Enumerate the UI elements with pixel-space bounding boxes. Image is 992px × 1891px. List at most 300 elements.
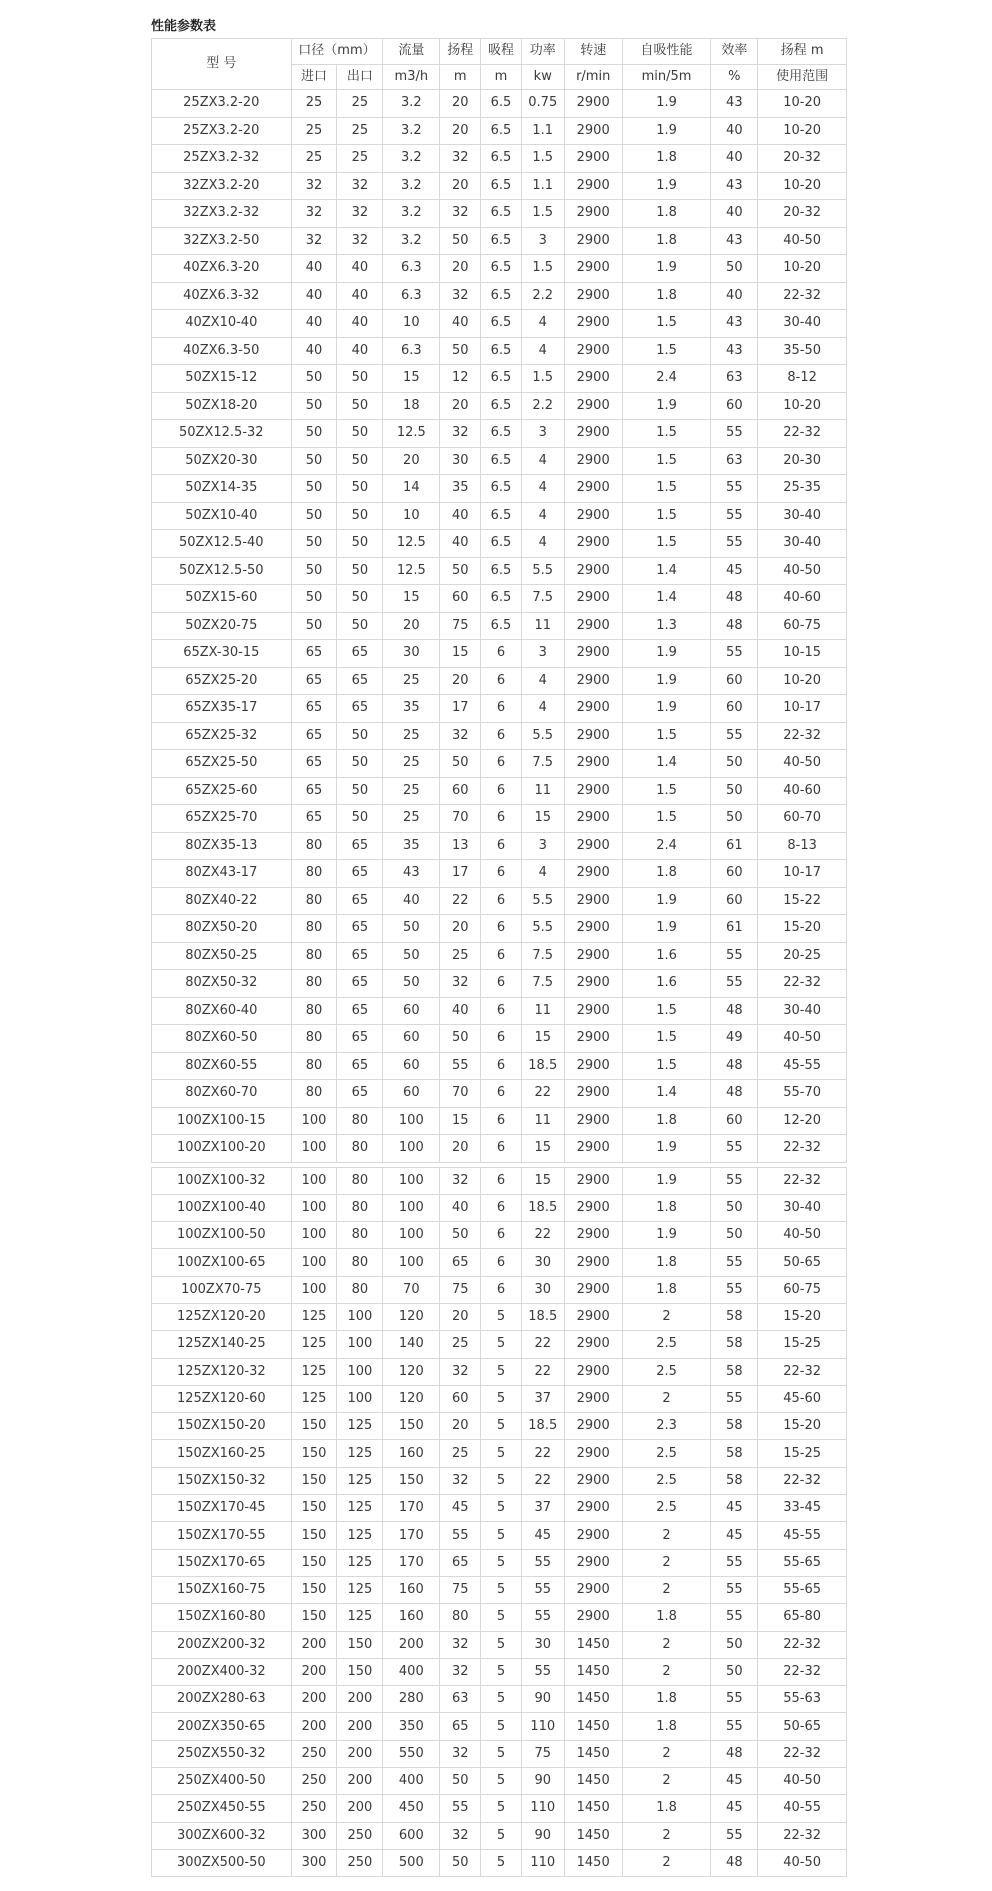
cell-head-range: 22-32 [758,282,847,310]
cell-efficiency: 61 [711,915,758,943]
cell-efficiency: 50 [711,1222,758,1249]
header-diameter: 口径（mm） [291,39,383,65]
cell-head-range: 20-30 [758,447,847,475]
cell-suction: 5 [481,1604,522,1631]
cell-self-priming: 1.8 [622,1194,711,1221]
cell-efficiency: 50 [711,255,758,283]
cell-head: 80 [440,1604,481,1631]
cell-suction: 6 [481,1025,522,1053]
cell-speed: 2900 [564,942,622,970]
cell-power: 15 [521,805,564,833]
cell-head: 75 [440,1576,481,1603]
cell-speed: 2900 [564,392,622,420]
cell-power: 4 [521,667,564,695]
table-row [152,1331,847,1358]
cell-power: 4 [521,310,564,338]
cell-self-priming: 1.9 [622,695,711,723]
cell-model: 250ZX550-32 [152,1740,292,1767]
cell-flow: 15 [383,585,440,613]
cell-head: 60 [440,777,481,805]
cell-suction: 6 [481,970,522,998]
cell-self-priming: 1.3 [622,612,711,640]
cell-head: 55 [440,1052,481,1080]
cell-power: 37 [521,1385,564,1412]
cell-suction: 6.5 [481,227,522,255]
cell-head: 50 [440,750,481,778]
cell-inlet: 150 [291,1604,337,1631]
page-title: 性能参数表 [151,19,217,34]
cell-head: 13 [440,832,481,860]
table-row [152,1276,847,1303]
cell-suction: 6.5 [481,475,522,503]
cell-inlet: 32 [291,172,337,200]
cell-outlet: 250 [337,1849,383,1876]
header-speed: 转速 [564,39,622,65]
cell-inlet: 150 [291,1467,337,1494]
cell-model: 50ZX20-75 [152,612,292,640]
cell-speed: 2900 [564,640,622,668]
cell-inlet: 65 [291,805,337,833]
cell-head: 40 [440,310,481,338]
cell-power: 90 [521,1686,564,1713]
cell-outlet: 100 [337,1303,383,1330]
cell-self-priming: 2 [622,1549,711,1576]
cell-self-priming: 2 [622,1385,711,1412]
cell-head-range: 40-50 [758,1222,847,1249]
cell-model: 65ZX25-70 [152,805,292,833]
table-row [152,557,847,585]
cell-flow: 18 [383,392,440,420]
cell-model: 40ZX10-40 [152,310,292,338]
cell-outlet: 65 [337,667,383,695]
cell-model: 80ZX50-25 [152,942,292,970]
table-row [152,832,847,860]
cell-model: 200ZX350-65 [152,1713,292,1740]
cell-outlet: 40 [337,337,383,365]
cell-power: 11 [521,997,564,1025]
cell-head: 70 [440,1080,481,1108]
cell-self-priming: 1.8 [622,1686,711,1713]
cell-power: 3 [521,420,564,448]
cell-efficiency: 50 [711,1658,758,1685]
cell-speed: 2900 [564,1167,622,1194]
cell-power: 5.5 [521,887,564,915]
table-row [152,1658,847,1685]
cell-model: 200ZX400-32 [152,1658,292,1685]
cell-inlet: 80 [291,1025,337,1053]
cell-efficiency: 58 [711,1331,758,1358]
cell-power: 5.5 [521,722,564,750]
table-row [152,860,847,888]
cell-flow: 150 [383,1467,440,1494]
cell-self-priming: 1.8 [622,1249,711,1276]
cell-suction: 5 [481,1467,522,1494]
cell-power: 110 [521,1713,564,1740]
cell-suction: 6 [481,640,522,668]
cell-power: 4 [521,695,564,723]
table-row [152,1686,847,1713]
cell-power: 18.5 [521,1303,564,1330]
cell-suction: 5 [481,1740,522,1767]
cell-self-priming: 2 [622,1768,711,1795]
cell-self-priming: 1.5 [622,1025,711,1053]
cell-head-range: 10-17 [758,695,847,723]
cell-head: 20 [440,117,481,145]
cell-inlet: 40 [291,337,337,365]
cell-flow: 350 [383,1713,440,1740]
cell-outlet: 65 [337,695,383,723]
cell-head-range: 35-50 [758,337,847,365]
cell-speed: 1450 [564,1849,622,1876]
cell-head: 20 [440,172,481,200]
cell-suction: 5 [481,1358,522,1385]
table-row [152,1576,847,1603]
cell-inlet: 150 [291,1495,337,1522]
cell-efficiency: 50 [711,777,758,805]
cell-head: 63 [440,1686,481,1713]
cell-speed: 2900 [564,805,622,833]
cell-head: 60 [440,1385,481,1412]
cell-head: 65 [440,1549,481,1576]
table-row [152,1080,847,1108]
cell-self-priming: 2.4 [622,832,711,860]
table-row [152,1303,847,1330]
cell-suction: 5 [481,1495,522,1522]
cell-flow: 50 [383,915,440,943]
cell-head-range: 22-32 [758,1631,847,1658]
cell-self-priming: 1.9 [622,172,711,200]
cell-head-range: 55-65 [758,1549,847,1576]
cell-flow: 120 [383,1358,440,1385]
cell-model: 100ZX100-32 [152,1167,292,1194]
cell-flow: 50 [383,942,440,970]
cell-inlet: 25 [291,145,337,173]
cell-self-priming: 1.5 [622,722,711,750]
cell-efficiency: 60 [711,392,758,420]
cell-inlet: 40 [291,282,337,310]
cell-efficiency: 40 [711,200,758,228]
cell-head: 17 [440,695,481,723]
cell-suction: 5 [481,1522,522,1549]
cell-flow: 400 [383,1768,440,1795]
cell-self-priming: 2.5 [622,1440,711,1467]
cell-flow: 60 [383,1052,440,1080]
cell-head-range: 55-65 [758,1576,847,1603]
cell-self-priming: 2.5 [622,1358,711,1385]
cell-suction: 6 [481,777,522,805]
table-row [152,805,847,833]
cell-efficiency: 55 [711,530,758,558]
cell-speed: 2900 [564,1249,622,1276]
cell-flow: 20 [383,612,440,640]
cell-model: 50ZX12.5-50 [152,557,292,585]
cell-flow: 35 [383,832,440,860]
cell-head: 20 [440,90,481,118]
cell-suction: 6.5 [481,365,522,393]
cell-suction: 6.5 [481,557,522,585]
cell-head: 20 [440,255,481,283]
cell-suction: 6.5 [481,530,522,558]
cell-suction: 6 [481,832,522,860]
cell-flow: 20 [383,447,440,475]
cell-outlet: 65 [337,860,383,888]
cell-inlet: 65 [291,667,337,695]
cell-head: 20 [440,915,481,943]
cell-head-range: 30-40 [758,997,847,1025]
cell-speed: 2900 [564,420,622,448]
cell-inlet: 300 [291,1822,337,1849]
cell-efficiency: 55 [711,722,758,750]
cell-power: 2.2 [521,392,564,420]
cell-self-priming: 1.9 [622,90,711,118]
cell-speed: 2900 [564,997,622,1025]
cell-head-range: 10-20 [758,255,847,283]
cell-speed: 2900 [564,117,622,145]
cell-suction: 6.5 [481,145,522,173]
cell-model: 100ZX100-65 [152,1249,292,1276]
cell-model: 300ZX600-32 [152,1822,292,1849]
cell-model: 150ZX170-55 [152,1522,292,1549]
cell-power: 15 [521,1167,564,1194]
cell-head-range: 10-15 [758,640,847,668]
cell-flow: 170 [383,1495,440,1522]
cell-suction: 6 [481,750,522,778]
cell-suction: 6 [481,1249,522,1276]
cell-model: 50ZX18-20 [152,392,292,420]
cell-model: 100ZX100-15 [152,1107,292,1135]
cell-self-priming: 1.5 [622,997,711,1025]
cell-inlet: 65 [291,777,337,805]
table-row [152,1740,847,1767]
cell-inlet: 125 [291,1385,337,1412]
cell-outlet: 150 [337,1631,383,1658]
cell-efficiency: 55 [711,1686,758,1713]
cell-model: 300ZX500-50 [152,1849,292,1876]
header-head-range: 扬程 m [758,39,847,65]
cell-model: 250ZX400-50 [152,1768,292,1795]
cell-model: 50ZX14-35 [152,475,292,503]
cell-model: 80ZX60-70 [152,1080,292,1108]
cell-inlet: 150 [291,1413,337,1440]
cell-suction: 6 [481,1276,522,1303]
cell-power: 5.5 [521,915,564,943]
cell-outlet: 32 [337,227,383,255]
cell-self-priming: 1.4 [622,557,711,585]
cell-self-priming: 2 [622,1740,711,1767]
cell-suction: 5 [481,1413,522,1440]
cell-efficiency: 55 [711,1276,758,1303]
cell-head-range: 45-55 [758,1522,847,1549]
cell-power: 22 [521,1467,564,1494]
cell-flow: 100 [383,1167,440,1194]
table-row [152,1358,847,1385]
cell-power: 4 [521,860,564,888]
cell-self-priming: 1.9 [622,117,711,145]
cell-self-priming: 1.6 [622,970,711,998]
cell-speed: 2900 [564,777,622,805]
cell-inlet: 150 [291,1440,337,1467]
cell-model: 80ZX43-17 [152,860,292,888]
header-head-unit: m [440,64,481,90]
cell-outlet: 65 [337,1052,383,1080]
cell-power: 15 [521,1025,564,1053]
cell-power: 22 [521,1440,564,1467]
cell-self-priming: 1.9 [622,255,711,283]
cell-outlet: 125 [337,1413,383,1440]
cell-suction: 5 [481,1686,522,1713]
content-area [151,16,847,1877]
cell-model: 40ZX6.3-50 [152,337,292,365]
cell-inlet: 125 [291,1331,337,1358]
cell-head-range: 40-60 [758,585,847,613]
cell-suction: 5 [481,1631,522,1658]
table-row [152,1413,847,1440]
cell-outlet: 50 [337,805,383,833]
cell-self-priming: 1.8 [622,282,711,310]
cell-model: 65ZX35-17 [152,695,292,723]
cell-outlet: 65 [337,942,383,970]
cell-head: 32 [440,145,481,173]
cell-efficiency: 55 [711,475,758,503]
cell-flow: 35 [383,695,440,723]
cell-head: 32 [440,1167,481,1194]
table-row [152,915,847,943]
cell-power: 22 [521,1358,564,1385]
table-row [152,612,847,640]
cell-head-range: 30-40 [758,530,847,558]
table-row [152,1222,847,1249]
cell-efficiency: 55 [711,1576,758,1603]
cell-model: 40ZX6.3-20 [152,255,292,283]
cell-outlet: 125 [337,1576,383,1603]
cell-flow: 500 [383,1849,440,1876]
cell-outlet: 250 [337,1822,383,1849]
table-row [152,1631,847,1658]
cell-head-range: 10-20 [758,392,847,420]
cell-suction: 5 [481,1549,522,1576]
cell-head: 20 [440,1413,481,1440]
cell-inlet: 200 [291,1631,337,1658]
cell-flow: 600 [383,1822,440,1849]
cell-efficiency: 45 [711,1522,758,1549]
cell-suction: 6 [481,1222,522,1249]
cell-model: 150ZX160-25 [152,1440,292,1467]
cell-head-range: 15-25 [758,1440,847,1467]
cell-outlet: 50 [337,420,383,448]
cell-suction: 6 [481,1107,522,1135]
cell-head: 32 [440,970,481,998]
cell-power: 22 [521,1331,564,1358]
cell-efficiency: 63 [711,447,758,475]
cell-speed: 1450 [564,1631,622,1658]
cell-power: 5.5 [521,557,564,585]
cell-outlet: 32 [337,200,383,228]
cell-model: 80ZX60-40 [152,997,292,1025]
cell-speed: 2900 [564,860,622,888]
table-row [152,447,847,475]
cell-flow: 170 [383,1522,440,1549]
cell-efficiency: 48 [711,997,758,1025]
table-row [152,942,847,970]
cell-suction: 6.5 [481,502,522,530]
cell-power: 1.1 [521,172,564,200]
cell-outlet: 50 [337,502,383,530]
cell-model: 150ZX150-32 [152,1467,292,1494]
header-flow-unit: m3/h [383,64,440,90]
cell-self-priming: 2 [622,1631,711,1658]
cell-flow: 3.2 [383,90,440,118]
cell-inlet: 80 [291,942,337,970]
cell-suction: 6 [481,860,522,888]
cell-efficiency: 58 [711,1358,758,1385]
cell-suction: 6 [481,695,522,723]
cell-suction: 6 [481,1052,522,1080]
cell-outlet: 125 [337,1549,383,1576]
cell-speed: 2900 [564,475,622,503]
cell-inlet: 65 [291,750,337,778]
cell-flow: 100 [383,1249,440,1276]
cell-speed: 2900 [564,667,622,695]
cell-inlet: 80 [291,1052,337,1080]
cell-head-range: 55-63 [758,1686,847,1713]
cell-power: 90 [521,1822,564,1849]
table-row [152,997,847,1025]
table-row [152,172,847,200]
cell-suction: 5 [481,1658,522,1685]
cell-power: 1.5 [521,365,564,393]
cell-self-priming: 1.9 [622,1222,711,1249]
cell-inlet: 50 [291,447,337,475]
cell-efficiency: 55 [711,970,758,998]
cell-head: 50 [440,557,481,585]
cell-flow: 120 [383,1385,440,1412]
cell-speed: 2900 [564,1549,622,1576]
header-self-priming: 自吸性能 [622,39,711,65]
cell-power: 11 [521,612,564,640]
cell-head-range: 22-32 [758,722,847,750]
cell-speed: 2900 [564,282,622,310]
cell-self-priming: 1.9 [622,392,711,420]
table-row [152,750,847,778]
performance-table-continued [151,1167,847,1878]
cell-model: 65ZX-30-15 [152,640,292,668]
cell-model: 250ZX450-55 [152,1795,292,1822]
cell-model: 50ZX20-30 [152,447,292,475]
cell-power: 45 [521,1522,564,1549]
cell-speed: 2900 [564,255,622,283]
cell-model: 50ZX12.5-40 [152,530,292,558]
cell-head-range: 10-20 [758,90,847,118]
cell-head: 32 [440,1358,481,1385]
cell-inlet: 65 [291,695,337,723]
cell-inlet: 50 [291,365,337,393]
cell-efficiency: 63 [711,365,758,393]
cell-head: 15 [440,640,481,668]
cell-speed: 2900 [564,90,622,118]
cell-model: 50ZX12.5-32 [152,420,292,448]
cell-model: 80ZX50-20 [152,915,292,943]
cell-model: 150ZX160-75 [152,1576,292,1603]
table-row [152,667,847,695]
cell-self-priming: 1.5 [622,447,711,475]
header-suction-unit: m [481,64,522,90]
cell-head: 25 [440,942,481,970]
cell-inlet: 25 [291,117,337,145]
cell-speed: 2900 [564,722,622,750]
cell-inlet: 80 [291,915,337,943]
cell-speed: 2900 [564,1107,622,1135]
cell-efficiency: 50 [711,1194,758,1221]
